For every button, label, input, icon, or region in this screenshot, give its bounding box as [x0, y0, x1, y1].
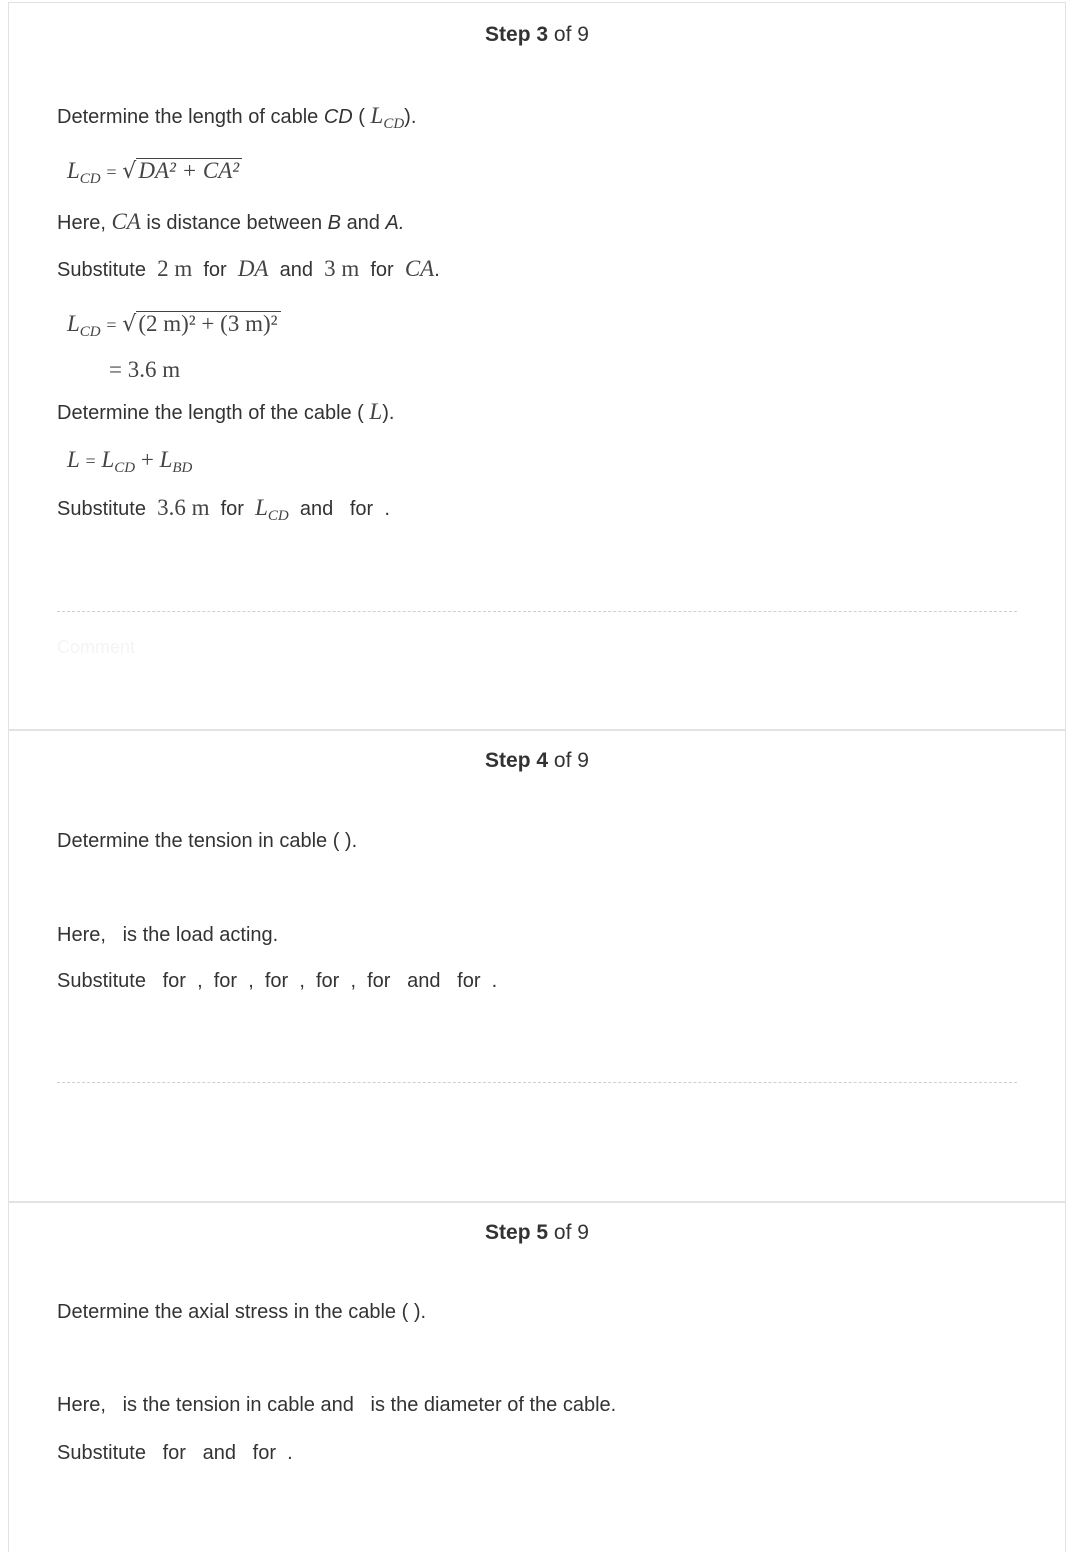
eq3-t2: L: [159, 447, 173, 472]
step-5-intro: Determine the axial stress in the cable ( ).: [57, 1301, 427, 1323]
intro2-close: ).: [382, 402, 395, 424]
eq2-lhs: L: [67, 311, 80, 336]
sub2-for1: for: [220, 498, 244, 520]
here-a: A.: [385, 212, 405, 234]
sub1-end: .: [434, 259, 440, 281]
step-label: Step: [485, 23, 531, 46]
step-number: 5: [536, 1221, 549, 1244]
substitute-word: Substitute: [57, 498, 146, 520]
eq1-lhs-sub: CD: [79, 171, 101, 187]
substitute-word: Substitute: [57, 259, 146, 281]
step-4-intro: Determine the tension in cable ( ).: [57, 830, 358, 852]
step-3-intro-2: [57, 399, 394, 425]
step-5-card: [8, 1202, 1066, 1552]
divider: [57, 1082, 1017, 1083]
intro-close: ).: [404, 106, 417, 128]
step-3-intro: [57, 103, 416, 133]
eq3-t2-sub: BD: [172, 460, 193, 476]
eq2-lhs-sub: CD: [79, 324, 101, 340]
here-and: and: [346, 212, 380, 234]
eq3-t1: L: [101, 447, 115, 472]
step-3-substitute-2: [57, 495, 390, 525]
sub2-for2: for: [349, 498, 374, 520]
here-text: is distance between: [146, 212, 323, 234]
intro-paren: (: [358, 106, 365, 128]
radical-sign-icon: √: [122, 312, 137, 337]
eq1-lhs: L: [67, 158, 80, 183]
eq3-equals: =: [85, 451, 96, 471]
sub2-var-sub: CD: [267, 508, 289, 524]
intro-var: CD: [323, 106, 353, 128]
sub1-for2: for: [370, 259, 394, 281]
intro-text: Determine the length of cable: [57, 106, 319, 128]
divider: [57, 611, 1017, 612]
intro-sym-sub: CD: [383, 116, 405, 132]
step-3-heading: [9, 23, 1065, 47]
step-4-heading: [9, 749, 1065, 773]
sub1-and: and: [279, 259, 313, 281]
sub1-var2: CA: [404, 256, 435, 281]
equation-lcd-result: [109, 357, 180, 383]
here-prefix: Here,: [57, 212, 106, 234]
step-4-here: Here, is the load acting.: [57, 924, 279, 946]
step-total: of 9: [553, 749, 589, 772]
eq3-plus: +: [140, 447, 154, 472]
sub1-val1: 2 m: [157, 256, 193, 281]
step-total: of 9: [553, 1221, 589, 1244]
radical-sign-icon: √: [122, 159, 137, 184]
here-var: CA: [111, 209, 141, 234]
step-4-substitute: Substitute for , for , for , for , for and for .: [57, 970, 498, 992]
step-total: of 9: [553, 23, 589, 46]
step-4-card: [8, 730, 1066, 1202]
step-number: 4: [536, 749, 549, 772]
sub2-var: L: [255, 495, 268, 520]
step-5-here: Here, is the tension in cable and is the diameter of the cable.: [57, 1394, 617, 1416]
sub1-for1: for: [203, 259, 227, 281]
eq1-radicand: DA² + CA²: [136, 158, 242, 183]
intro2-text: Determine the length of the cable (: [57, 402, 364, 424]
step-number: 3: [536, 23, 549, 46]
sub1-val2: 3 m: [324, 256, 360, 281]
eq3-t1-sub: CD: [114, 460, 136, 476]
equation-total-length: [67, 447, 192, 477]
eq2-result: = 3.6 m: [109, 357, 181, 382]
eq2-radicand: (2 m)² + (3 m)²: [136, 311, 280, 336]
here-b: B: [327, 212, 341, 234]
comment-placeholder[interactable]: Comment: [57, 637, 136, 657]
eq2-equals: =: [106, 315, 117, 335]
equation-lcd-general: [67, 158, 242, 188]
step-5-substitute: Substitute for and for .: [57, 1442, 293, 1464]
step-3-substitute-1: [57, 256, 440, 282]
sub1-var1: DA: [237, 256, 269, 281]
step-3-card: [8, 2, 1066, 730]
equation-lcd-substituted: [67, 311, 281, 341]
step-label: Step: [485, 749, 531, 772]
intro2-sym: L: [369, 399, 383, 424]
sub2-and: and: [299, 498, 334, 520]
eq3-l: L: [67, 447, 80, 472]
eq1-equals: =: [106, 162, 117, 182]
step-label: Step: [485, 1221, 531, 1244]
sub2-end: .: [384, 498, 390, 520]
step-5-heading: [9, 1221, 1065, 1245]
sub2-val: 3.6 m: [157, 495, 210, 520]
intro-sym: L: [370, 103, 384, 128]
step-3-here: [57, 209, 404, 235]
